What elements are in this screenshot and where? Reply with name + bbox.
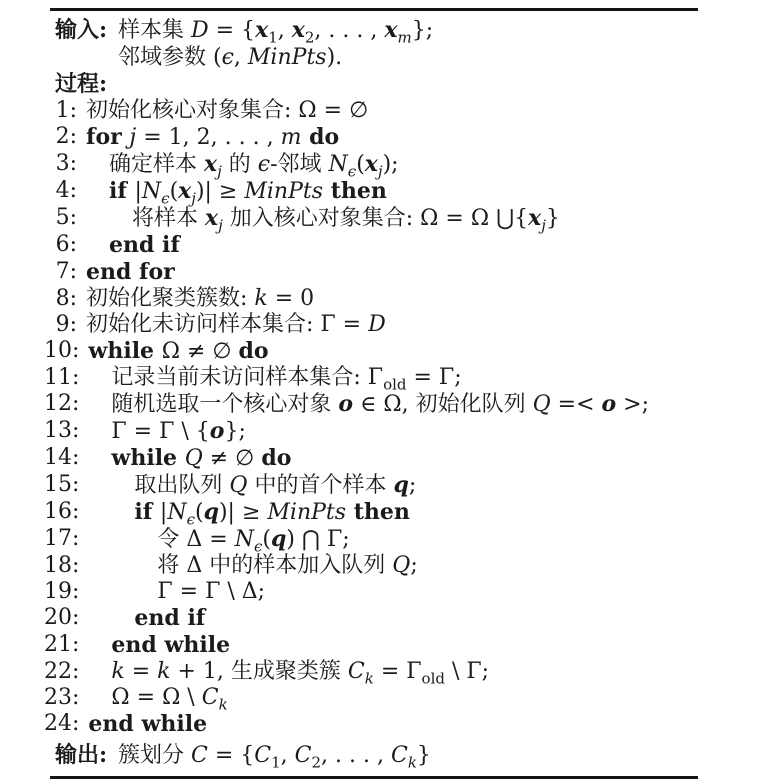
text-segment: do	[301, 124, 340, 150]
text-segment: j	[129, 125, 137, 150]
step-content	[88, 338, 268, 365]
text-segment: C	[254, 743, 272, 768]
text-segment: ϵ	[161, 189, 170, 208]
step-content	[88, 472, 416, 499]
text-segment: if	[109, 178, 135, 204]
algo-step-row	[44, 659, 698, 688]
step-content	[86, 259, 175, 286]
text-segment: };	[411, 18, 434, 43]
algo-step-row	[44, 445, 698, 472]
text-segment: do	[261, 445, 292, 471]
text-segment: o	[209, 418, 225, 444]
text-segment: x	[255, 17, 269, 43]
text-segment: (	[194, 500, 204, 525]
text-segment: 初始化聚类簇数:	[86, 286, 255, 311]
text-segment: (	[356, 152, 365, 177]
text-segment: 1	[271, 753, 281, 772]
text-segment: k	[218, 695, 228, 714]
text-segment: ).	[326, 45, 343, 70]
text-segment: ,	[280, 743, 295, 768]
step-number: 12:	[44, 391, 80, 416]
text-segment: ;	[408, 473, 417, 498]
text-segment: =<	[550, 392, 602, 417]
text-segment: MinPts	[244, 179, 324, 204]
step-number: 21:	[44, 632, 80, 657]
step-content	[88, 418, 245, 445]
algo-step-row	[44, 579, 698, 605]
text-segment: 簇划分	[118, 743, 191, 768]
step-content	[88, 526, 350, 556]
algo-step-row	[44, 259, 698, 286]
text-segment: 2	[304, 28, 315, 47]
text-segment: k	[157, 659, 171, 684]
algo-step-row	[44, 711, 698, 738]
text-segment: o	[601, 391, 617, 417]
text-segment: );	[382, 152, 399, 177]
text-segment: ϵ	[253, 537, 263, 556]
input-row-1	[50, 17, 698, 47]
text-segment: Γ = Γ \ Δ;	[157, 579, 266, 604]
algo-step-row	[44, 472, 698, 499]
text-segment: x	[204, 151, 218, 177]
text-segment: Ω = Ω \	[111, 685, 202, 710]
text-segment: o	[338, 391, 354, 417]
algo-step-row	[44, 418, 698, 445]
step-number: 3:	[55, 151, 77, 176]
text-segment: }	[416, 743, 431, 768]
text-segment: q	[203, 499, 219, 525]
text-segment: k	[111, 659, 125, 684]
algo-step-row	[44, 338, 698, 365]
text-segment: x	[384, 17, 398, 43]
text-segment: Q	[229, 473, 248, 498]
algorithm-box	[44, 8, 698, 779]
algo-step-row	[44, 499, 698, 529]
text-segment: k	[364, 669, 374, 688]
text-segment: N	[141, 179, 162, 204]
text-segment: 初始化核心对象集合: Ω = ∅	[86, 98, 369, 123]
algorithm-steps	[44, 98, 698, 738]
text-segment: = 1, 2, . . . ,	[136, 125, 281, 150]
text-segment: C	[191, 743, 208, 768]
step-content	[88, 553, 417, 579]
step-number: 23:	[44, 685, 80, 710]
text-segment: MinPts	[247, 45, 327, 70]
text-segment: ≠ ∅	[202, 446, 262, 471]
text-segment: while	[88, 338, 162, 364]
algo-step-row	[44, 605, 698, 632]
algo-step-row	[44, 151, 698, 181]
process-row	[50, 71, 698, 98]
text-segment: D	[368, 312, 386, 337]
text-segment: end for	[86, 259, 175, 285]
input-label: 输入:	[55, 17, 108, 43]
text-segment: q	[393, 472, 409, 498]
step-number: 16:	[44, 499, 80, 524]
text-segment: j	[191, 189, 196, 208]
step-content	[86, 205, 560, 235]
text-segment: (	[262, 527, 271, 552]
input-line-2	[118, 44, 342, 71]
text-segment: if	[134, 499, 160, 525]
text-segment: then	[323, 178, 387, 204]
text-segment: end if	[134, 605, 206, 631]
algo-step-row	[44, 365, 698, 394]
step-number: 10:	[44, 338, 80, 363]
step-content	[86, 98, 368, 124]
step-number: 2:	[55, 124, 77, 149]
text-segment: = {	[208, 18, 256, 43]
step-number: 13:	[44, 418, 80, 443]
text-segment: MinPts	[267, 500, 347, 525]
text-segment: , . . . ,	[314, 18, 385, 43]
text-segment: -邻域	[270, 152, 329, 177]
input-line-1	[118, 17, 434, 47]
step-content	[86, 124, 339, 151]
step-content	[88, 445, 291, 472]
text-segment: };	[224, 419, 246, 444]
algo-step-row	[44, 632, 698, 659]
text-segment: x	[205, 205, 219, 231]
text-segment: 令 Δ =	[157, 527, 235, 552]
step-number: 15:	[44, 472, 80, 497]
output-line	[118, 741, 431, 770]
algo-step-row	[44, 553, 698, 579]
text-segment: ∈ Ω, 初始化队列	[353, 392, 533, 417]
step-number: 17:	[44, 526, 80, 551]
process-label: 过程:	[55, 71, 108, 97]
text-segment: then	[346, 499, 410, 525]
algo-step-row	[44, 312, 698, 338]
text-segment: j	[217, 162, 222, 181]
text-segment: N	[167, 500, 187, 525]
step-number: 18:	[44, 553, 80, 578]
text-segment: x	[364, 151, 378, 177]
step-content	[86, 312, 386, 338]
text-segment: x	[178, 178, 192, 204]
text-segment: j	[218, 216, 223, 235]
text-segment: C	[294, 743, 312, 768]
text-segment: ,	[277, 18, 292, 43]
text-segment: Q	[392, 553, 411, 578]
input-row-2	[50, 44, 698, 71]
step-number: 24:	[44, 711, 80, 736]
text-segment: do	[238, 338, 269, 364]
step-content	[88, 579, 265, 605]
text-segment: = Γ	[373, 659, 422, 684]
step-content	[88, 632, 230, 659]
algo-step-row	[44, 178, 698, 208]
step-content	[88, 659, 490, 688]
step-content	[88, 685, 228, 714]
text-segment: k	[407, 753, 417, 772]
step-number: 20:	[44, 605, 80, 630]
text-segment: 邻域参数 (	[118, 45, 222, 70]
text-segment: Ω ≠ ∅	[161, 339, 239, 364]
text-segment: ,	[233, 45, 248, 70]
text-segment: = 0	[267, 286, 315, 311]
step-number: 14:	[44, 445, 80, 470]
algo-step-row	[44, 232, 698, 259]
text-segment: x	[528, 205, 542, 231]
step-number: 8:	[55, 286, 77, 311]
text-segment: 加入核心对象集合: Ω = Ω ⋃{	[222, 206, 529, 231]
text-segment: for	[86, 124, 130, 150]
text-segment: , . . . ,	[321, 743, 391, 768]
algo-step-row	[44, 98, 698, 124]
text-segment: |	[134, 179, 142, 204]
text-segment: (	[169, 179, 179, 204]
text-segment: = {	[207, 743, 255, 768]
text-segment: 1	[268, 28, 278, 47]
text-segment: 的	[221, 152, 258, 177]
text-segment: 将样本	[132, 206, 205, 231]
input-label-spacer	[55, 44, 118, 71]
text-segment: N	[234, 527, 254, 552]
text-segment: m	[397, 28, 412, 47]
text-segment: Q	[184, 446, 203, 471]
text-segment: 样本集	[118, 18, 191, 43]
algo-step-row	[44, 685, 698, 714]
text-segment: |	[159, 500, 168, 525]
step-content	[86, 178, 387, 208]
text-segment: k	[254, 286, 268, 311]
step-number: 19:	[44, 579, 80, 604]
algo-step-row	[44, 286, 698, 312]
output-label: 输出:	[55, 742, 108, 768]
text-segment: while	[111, 445, 185, 471]
step-content	[88, 499, 410, 529]
text-segment: C	[390, 743, 408, 768]
step-number: 22:	[44, 659, 80, 684]
text-segment: ) ⋂ Γ;	[286, 527, 350, 552]
text-segment: = Γ;	[406, 365, 462, 390]
text-segment: 记录当前未访问样本集合: Γ	[111, 365, 384, 390]
step-number: 5:	[55, 205, 77, 230]
text-segment: Γ = Γ \ {	[111, 419, 210, 444]
algo-step-row	[44, 526, 698, 556]
step-number: 7:	[55, 259, 77, 284]
step-content	[86, 232, 180, 259]
text-segment: j	[377, 162, 383, 181]
step-content	[86, 286, 314, 312]
text-segment: 确定样本	[109, 152, 204, 177]
step-number: 11:	[44, 365, 80, 390]
text-segment: =	[124, 659, 158, 684]
text-segment: q	[270, 526, 287, 552]
text-segment: m	[280, 125, 302, 150]
text-segment: \ Γ;	[444, 659, 490, 684]
algo-step-row	[44, 124, 698, 151]
text-segment: end if	[109, 232, 180, 258]
text-segment: ;	[410, 553, 418, 578]
text-segment: 将 Δ 中的样本加入队列	[157, 553, 393, 578]
output-row	[50, 741, 698, 770]
step-content	[88, 365, 462, 394]
text-segment: >;	[616, 392, 650, 417]
text-segment: Q	[532, 392, 551, 417]
step-content	[88, 605, 205, 632]
text-segment: ϵ	[186, 510, 195, 529]
text-segment: 随机选取一个核心对象	[111, 392, 339, 417]
text-segment: end while	[111, 632, 231, 658]
step-number: 9:	[55, 312, 77, 337]
step-content	[86, 151, 399, 181]
algo-step-row	[44, 391, 698, 418]
text-segment: }	[545, 206, 560, 231]
text-segment: )| ≥	[218, 500, 268, 525]
text-segment: j	[541, 216, 546, 235]
step-content	[88, 391, 649, 418]
step-number: 1:	[55, 98, 77, 123]
text-segment: + 1, 生成聚类簇	[170, 659, 348, 684]
step-content	[88, 711, 207, 738]
text-segment: ϵ	[257, 152, 271, 177]
text-segment: 取出队列	[134, 473, 230, 498]
text-segment: ϵ	[221, 45, 234, 70]
text-segment: D	[191, 18, 209, 43]
step-number: 6:	[55, 232, 77, 257]
text-segment: C	[347, 659, 365, 684]
text-segment: )| ≥	[195, 179, 245, 204]
algo-step-row	[44, 205, 698, 235]
text-segment: x	[291, 17, 305, 43]
text-segment: ϵ	[347, 162, 357, 181]
text-segment: old	[421, 669, 445, 688]
text-segment: 初始化未访问样本集合: Γ =	[86, 312, 369, 337]
scanned-page	[0, 8, 768, 784]
text-segment: 中的首个样本	[247, 473, 394, 498]
text-segment: C	[201, 685, 219, 710]
text-segment: end while	[88, 711, 208, 737]
text-segment: N	[328, 152, 348, 177]
text-segment: 2	[311, 753, 322, 772]
text-segment: old	[383, 375, 407, 394]
step-number: 4:	[55, 178, 77, 203]
